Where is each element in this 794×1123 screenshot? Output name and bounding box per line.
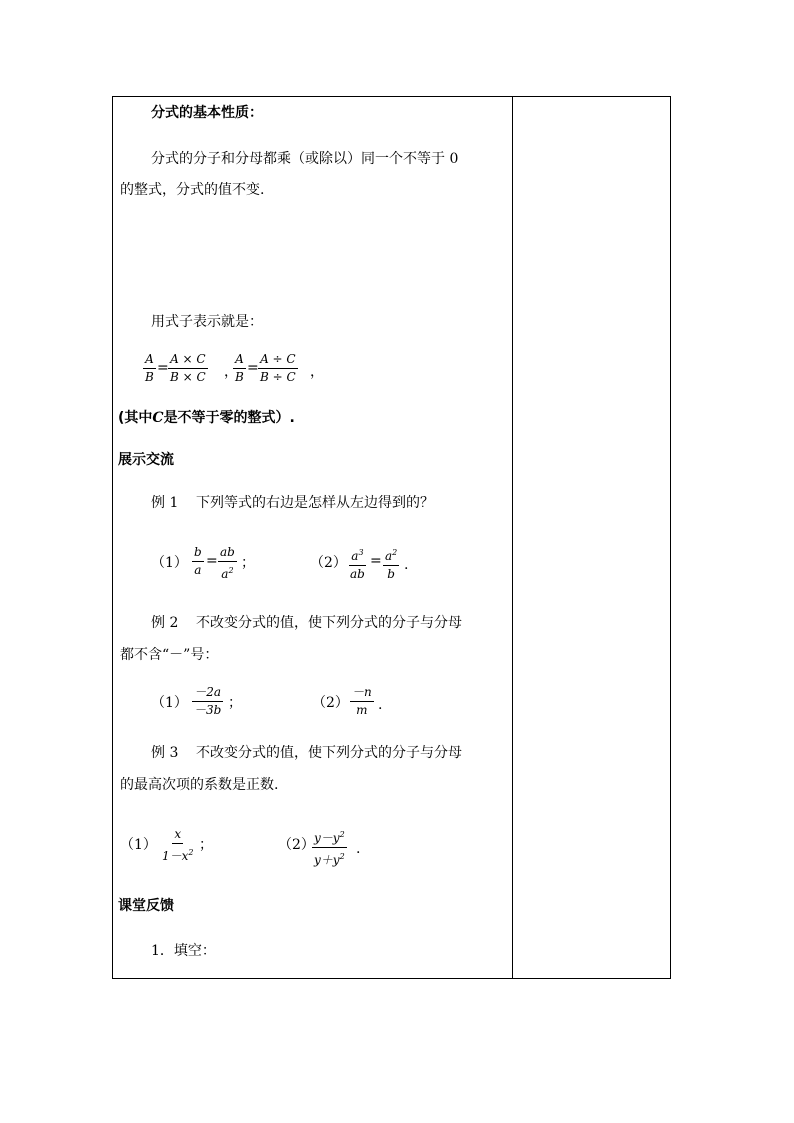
- example1-item2-end: .: [404, 557, 409, 573]
- formula-comma2: ，: [310, 364, 324, 380]
- formula1-lhs: $\frac{A}{B}$: [145, 352, 154, 384]
- formula-comma1: ，: [224, 364, 238, 380]
- example1-item2-equals: =: [370, 553, 382, 569]
- example1-item2-right-fraction: $\frac{a^2}{b}$: [383, 545, 399, 582]
- formula1-rhs: $\frac{A \times C}{B \times C}$: [170, 352, 206, 384]
- table-column-divider: [512, 96, 513, 979]
- example3-item1-fraction: $\frac{x}{1-x^2}$: [162, 827, 194, 863]
- example1-text: 下列等式的右边是怎样从左边得到的？: [196, 495, 434, 511]
- example1-item1-label: （1）: [151, 555, 188, 571]
- example1-item2-left-fraction: $\frac{a^3}{ab}$: [348, 545, 367, 582]
- content-table: [112, 96, 671, 979]
- example2-item2-end: .: [378, 697, 383, 713]
- example3-item2-end: .: [356, 841, 361, 857]
- example1-label: 例 1: [151, 495, 179, 511]
- example2-text-line2: 都不含“－”号：: [120, 647, 219, 663]
- example1-item1-equals: =: [206, 553, 218, 569]
- fill-blank-item: 1．填空：: [151, 943, 216, 959]
- property-heading: 分式的基本性质：: [151, 105, 263, 121]
- example3-item2-label: （2）: [278, 837, 315, 853]
- example3-item2-fraction: $\frac{y-y^2}{y+y^2}$: [312, 827, 347, 868]
- formula2-lhs: $\frac{A}{B}$: [235, 352, 244, 384]
- example2-item2-label: （2）: [312, 695, 349, 711]
- example3-label: 例 3: [151, 745, 179, 761]
- example3-text-line2: 的最高次项的系数是正数.: [120, 777, 279, 793]
- example2-item1-end: ；: [228, 695, 242, 711]
- section-show-heading: 展示交流: [118, 452, 174, 468]
- example1-item2-label: （2）: [310, 555, 347, 571]
- formula-intro: 用式子表示就是：: [151, 314, 263, 330]
- example3-text-line1: 不改变分式的值，使下列分式的分子与分母: [196, 745, 462, 761]
- formula-note: (其中C是不等于零的整式）.: [118, 410, 295, 426]
- example1-item1-end: ；: [241, 555, 255, 571]
- example2-item1-label: （1）: [151, 695, 188, 711]
- formula2-rhs: $\frac{A \div C}{B \div C}$: [260, 352, 296, 384]
- example2-item2-fraction: $\frac{-n}{m}$: [352, 685, 372, 717]
- example2-item1-fraction: $\frac{-2a}{-3b}$: [194, 685, 222, 717]
- example1-item1-left-fraction: $\frac{b}{a}$: [194, 545, 202, 577]
- example3-item1-label: （1）: [120, 837, 157, 853]
- section-feedback-heading: 课堂反馈: [118, 898, 174, 914]
- example3-item1-end: ；: [199, 837, 213, 853]
- formula1-equals: =: [157, 360, 169, 376]
- property-text-line1: 分式的分子和分母都乘（或除以）同一个不等于 0: [151, 151, 459, 167]
- property-text-line2: 的整式，分式的值不变.: [120, 182, 265, 198]
- example2-label: 例 2: [151, 615, 179, 631]
- formula2-equals: =: [247, 360, 259, 376]
- example2-text-line1: 不改变分式的值，使下列分式的分子与分母: [196, 615, 462, 631]
- example1-item1-right-fraction: $\frac{ab}{a^2}$: [220, 545, 235, 581]
